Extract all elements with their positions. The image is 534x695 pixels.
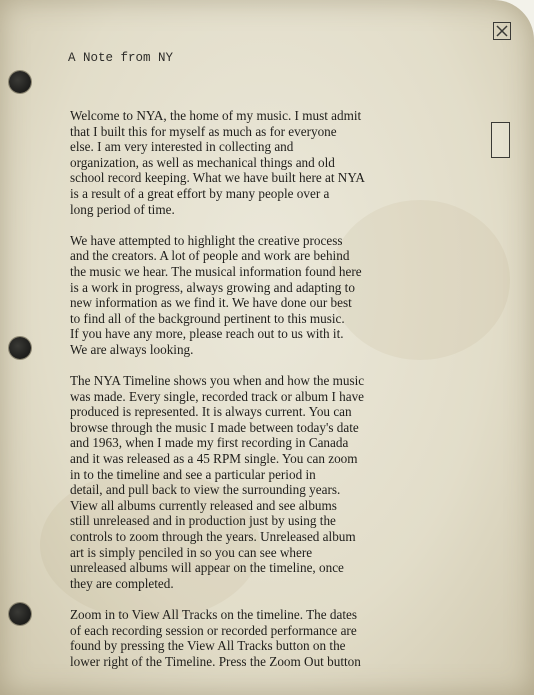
scrollbar-thumb[interactable] xyxy=(491,122,510,158)
note-line: The NYA Timeline shows you when and how the music xyxy=(70,373,365,389)
note-line: organization, as well as mechanical things and old xyxy=(70,154,335,170)
note-line: Welcome to NYA, the home of my music. I must admit xyxy=(70,108,362,123)
note-line: detail, and pull back to view the surrounding years. xyxy=(70,482,341,498)
note-paragraph xyxy=(70,233,490,358)
close-button[interactable] xyxy=(493,22,511,40)
scrollbar-track[interactable] xyxy=(489,110,513,685)
binder-hole-middle xyxy=(9,337,31,359)
note-line: and 1963, when I made my first recording in Canada xyxy=(70,435,349,451)
note-line: controls to zoom through the years. Unreleased album xyxy=(70,529,356,545)
note-line: they are completed. xyxy=(70,575,174,591)
note-line: art is simply penciled in so you can see where xyxy=(70,544,313,560)
note-line: in to the timeline and see a particular period in xyxy=(70,466,316,482)
note-line: and the creators. A lot of people and work are behind xyxy=(70,248,350,264)
note-line: long period of time. xyxy=(70,201,175,217)
note-line: browse through the music I made between today's date xyxy=(70,419,359,435)
binder-hole-bottom xyxy=(9,603,31,625)
note-line: produced is represented. It is always current. You can xyxy=(70,404,352,420)
note-line: View all albums currently released and see albums xyxy=(70,497,337,513)
note-line: We have attempted to highlight the creative process xyxy=(70,232,343,248)
note-line: We are always looking. xyxy=(70,341,194,357)
note-paragraph xyxy=(70,108,490,217)
note-line: If you have any more, please reach out to us with it. xyxy=(70,326,344,342)
note-line: found by pressing the View All Tracks button on the xyxy=(70,638,346,654)
note-line: lower right of the Timeline. Press the Zoom Out button xyxy=(70,653,361,669)
note-line: new information as we find it. We have done our best xyxy=(70,295,352,311)
note-line: else. I am very interested in collecting and xyxy=(70,139,294,155)
note-line: is a result of a great effort by many people over a xyxy=(70,185,330,201)
note-paragraph xyxy=(70,373,490,591)
note-line: still unreleased and in production just by using the xyxy=(70,513,336,529)
note-title: A Note from NY xyxy=(68,51,174,65)
note-line: to find all of the background pertinent to this music. xyxy=(70,310,345,326)
close-icon xyxy=(496,25,508,37)
note-body xyxy=(70,108,490,685)
note-line: and it was released as a 45 RPM single. You can zoom xyxy=(70,451,358,467)
note-line: of each recording session or recorded performance are xyxy=(70,622,357,638)
note-line: is a work in progress, always growing and adapting to xyxy=(70,279,355,295)
note-paragraph xyxy=(70,607,490,669)
note-line: that I built this for myself as much as for everyone xyxy=(70,123,337,139)
note-line: Zoom in to View All Tracks on the timeline. The dates xyxy=(70,607,357,622)
binder-hole-top xyxy=(9,71,31,93)
note-line: unreleased albums will appear on the timeline, once xyxy=(70,560,344,576)
note-line: the music we hear. The musical information found here xyxy=(70,263,362,279)
note-line: was made. Every single, recorded track or album I have xyxy=(70,388,365,404)
note-line: school record keeping. What we have built here at NYA xyxy=(70,170,365,186)
